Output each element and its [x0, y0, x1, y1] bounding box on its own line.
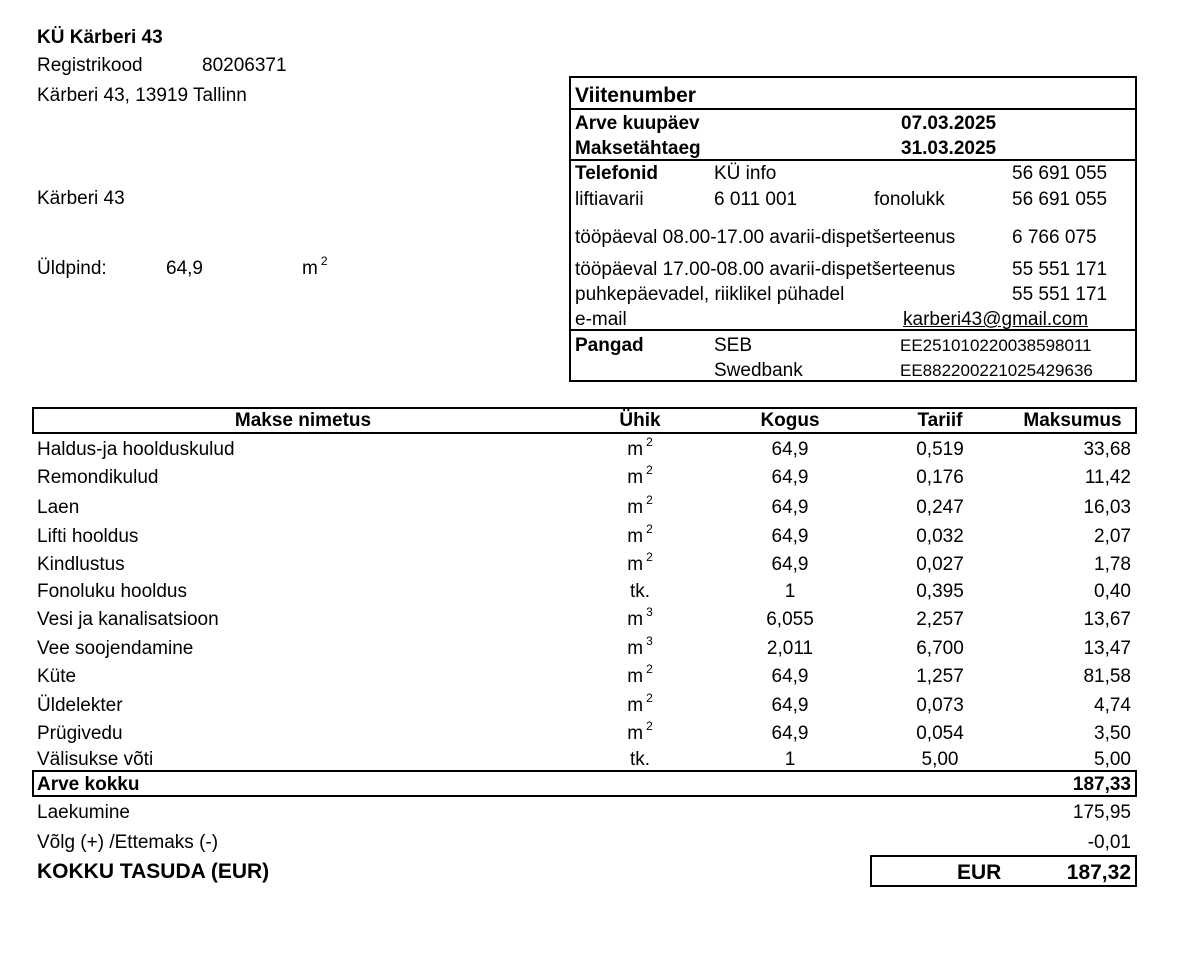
- row-name: Vesi ja kanalisatsioon: [37, 609, 219, 630]
- row-rate: 0,395: [916, 581, 964, 602]
- area-label: Üldpind:: [37, 258, 107, 279]
- row-cost: 13,67: [1083, 609, 1131, 630]
- col-header-name: Makse nimetus: [234, 410, 372, 431]
- row-qty: 64,9: [771, 723, 809, 744]
- row-unit-text: tk.: [629, 749, 651, 770]
- row-qty: 6,055: [766, 609, 814, 630]
- row-rate: 5,00: [921, 749, 959, 770]
- row-name: Remondikulud: [37, 467, 159, 488]
- row-cost: 33,68: [1083, 439, 1131, 460]
- row-rate: 6,700: [916, 638, 964, 659]
- row-unit: [600, 522, 680, 547]
- row-rate: 0,247: [916, 497, 964, 518]
- row-unit-text: m: [627, 609, 644, 630]
- row-unit-exponent: 2: [646, 493, 653, 507]
- row-rate: 0,176: [916, 467, 964, 488]
- bank1-name: SEB: [714, 335, 753, 356]
- row-name: Laen: [37, 497, 80, 518]
- invoice-date-label: Arve kuupäev: [575, 113, 700, 134]
- row-rate: 0,027: [916, 554, 964, 575]
- building-name: Kärberi 43: [37, 188, 125, 209]
- invoice-total-value: 187,33: [1072, 774, 1131, 795]
- row-unit-text: m: [627, 526, 644, 547]
- invoice-total-label: Arve kokku: [37, 774, 140, 795]
- row-name: Välisukse võti: [37, 749, 154, 770]
- night-service-phone: 55 551 171: [1012, 259, 1108, 280]
- row-unit-exponent: 3: [646, 605, 653, 619]
- regcode-label: Registrikood: [37, 55, 143, 76]
- col-header-qty: Kogus: [760, 410, 820, 431]
- row-name: Lifti hooldus: [37, 526, 139, 547]
- row-qty: 64,9: [771, 467, 809, 488]
- regcode-value: 80206371: [202, 55, 287, 76]
- row-unit: [600, 719, 680, 744]
- area-value: 64,9: [166, 258, 203, 279]
- row-unit-exponent: 3: [646, 634, 653, 648]
- row-cost: 13,47: [1083, 638, 1131, 659]
- row-cost: 5,00: [1094, 749, 1131, 770]
- day-service-phone: 6 766 075: [1012, 227, 1097, 248]
- row-rate: 1,257: [916, 666, 964, 687]
- row-cost: 4,74: [1094, 695, 1131, 716]
- row-unit-text: m: [627, 666, 644, 687]
- holiday-service-phone: 55 551 171: [1012, 284, 1108, 305]
- row-name: Fonoluku hooldus: [37, 581, 187, 602]
- row-unit-exponent: 2: [646, 719, 653, 733]
- row-rate: 0,073: [916, 695, 964, 716]
- row-unit-text: m: [627, 554, 644, 575]
- due-date-label: Maksetähtaeg: [575, 138, 701, 159]
- invoice-total-row: [32, 770, 1137, 797]
- row-unit: [600, 750, 680, 769]
- row-qty: 64,9: [771, 439, 809, 460]
- row-unit-text: m: [627, 638, 644, 659]
- bank1-iban: EE251010220038598011: [900, 336, 1092, 355]
- holiday-service-label: puhkepäevadel, riiklikel pühadel: [575, 284, 845, 305]
- row-unit: [600, 662, 680, 687]
- row-unit-text: m: [627, 497, 644, 518]
- row-qty: 2,011: [766, 638, 814, 659]
- night-service-label: tööpäeval 17.00-08.00 avarii-dispetšerteenus: [575, 259, 956, 280]
- received-value: 175,95: [1072, 802, 1131, 823]
- row-cost: 16,03: [1083, 497, 1131, 518]
- bank2-iban: EE882200221025429636: [900, 361, 1093, 380]
- row-qty: 64,9: [771, 695, 809, 716]
- banks-label: Pangad: [575, 335, 644, 356]
- fono-phone: 56 691 055: [1012, 189, 1108, 210]
- bank2-name: Swedbank: [714, 360, 803, 381]
- email-label: e-mail: [575, 309, 627, 330]
- debt-value: -0,01: [1087, 832, 1131, 853]
- row-cost: 0,40: [1094, 581, 1131, 602]
- row-cost: 2,07: [1094, 526, 1131, 547]
- row-rate: 2,257: [916, 609, 964, 630]
- row-unit: [600, 691, 680, 716]
- row-unit: [600, 582, 680, 601]
- pay-currency: EUR: [957, 861, 1002, 884]
- col-header-rate: Tariif: [917, 410, 963, 431]
- row-unit-exponent: 2: [646, 550, 653, 564]
- row-unit-text: m: [627, 467, 644, 488]
- debt-label: Võlg (+) /Ettemaks (-): [37, 832, 219, 853]
- row-cost: 1,78: [1094, 554, 1131, 575]
- col-header-unit: Ühik: [619, 410, 661, 431]
- area-unit: m $^2$: [302, 254, 328, 279]
- row-rate: 0,054: [916, 723, 964, 744]
- fono-label: fonolukk: [874, 189, 945, 210]
- row-unit-text: tk.: [629, 581, 651, 602]
- row-unit-exponent: 2: [646, 691, 653, 705]
- ref-number-label: Viitenumber: [575, 84, 696, 107]
- row-unit: [600, 634, 680, 659]
- row-qty: 64,9: [771, 526, 809, 547]
- email-link[interactable]: karberi43@gmail.com: [903, 309, 1089, 330]
- row-unit-exponent: 2: [646, 662, 653, 676]
- row-name: Üldelekter: [37, 695, 123, 716]
- row-cost: 81,58: [1083, 666, 1131, 687]
- row-cost: 11,42: [1084, 467, 1131, 488]
- lift-phone: 6 011 001: [714, 189, 798, 210]
- col-header-cost: Maksumus: [1023, 410, 1122, 431]
- row-qty: 1: [784, 581, 796, 602]
- row-name: Prügivedu: [37, 723, 123, 744]
- row-qty: 1: [784, 749, 796, 770]
- row-unit: [600, 493, 680, 518]
- day-service-label: tööpäeval 08.00-17.00 avarii-dispetšerteenus: [575, 227, 956, 248]
- phones-label: Telefonid: [575, 163, 659, 184]
- ku-info-label: KÜ info: [714, 163, 777, 184]
- row-qty: 64,9: [771, 666, 809, 687]
- received-label: Laekumine: [37, 802, 130, 823]
- row-unit: [600, 463, 680, 488]
- row-unit-exponent: 2: [646, 435, 653, 449]
- row-unit-exponent: 2: [646, 522, 653, 536]
- org-name: KÜ Kärberi 43: [37, 27, 163, 48]
- row-unit-text: m: [627, 439, 644, 460]
- invoice-date: 07.03.2025: [901, 113, 997, 134]
- row-name: Kindlustus: [37, 554, 125, 575]
- row-rate: 0,519: [916, 439, 964, 460]
- row-qty: 64,9: [771, 554, 809, 575]
- row-name: Küte: [37, 666, 77, 687]
- row-unit-exponent: 2: [646, 463, 653, 477]
- row-name: Vee soojendamine: [37, 638, 194, 659]
- row-qty: 64,9: [771, 497, 809, 518]
- lift-label: liftiavarii: [575, 189, 644, 210]
- row-unit: [600, 550, 680, 575]
- ku-info-phone: 56 691 055: [1012, 163, 1108, 184]
- row-unit-text: m: [627, 723, 644, 744]
- row-unit-text: m: [627, 695, 644, 716]
- org-address: Kärberi 43, 13919 Tallinn: [37, 85, 247, 106]
- row-cost: 3,50: [1094, 723, 1131, 744]
- pay-total-label: KOKKU TASUDA (EUR): [37, 860, 270, 883]
- row-unit: [600, 605, 680, 630]
- pay-total-value: 187,32: [1066, 861, 1131, 884]
- row-rate: 0,032: [916, 526, 964, 547]
- due-date: 31.03.2025: [901, 138, 997, 159]
- row-name: Haldus-ja hoolduskulud: [37, 439, 235, 460]
- row-unit: [600, 435, 680, 460]
